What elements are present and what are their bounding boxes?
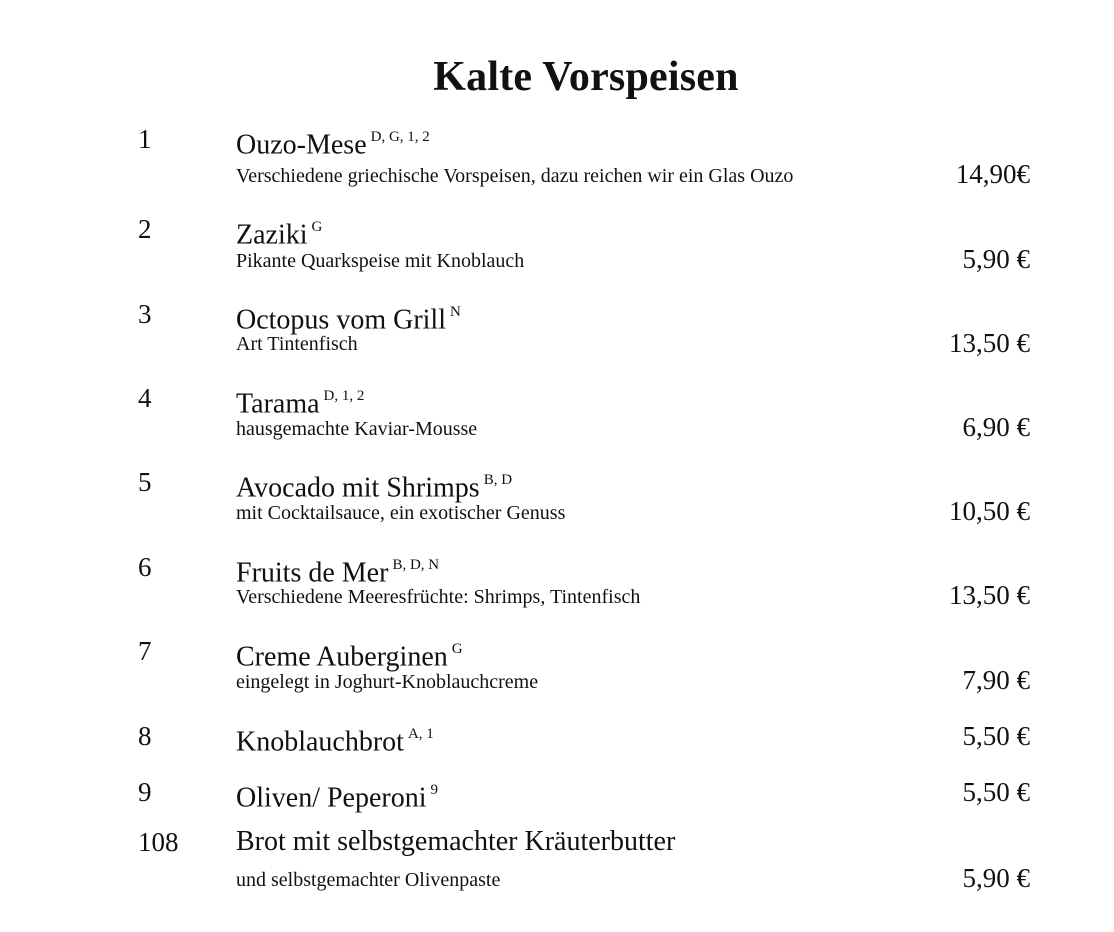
item-price: 5,90 € [962, 863, 1030, 893]
item-name-text: Brot mit selbstgemachter Kräuterbutter [236, 826, 676, 857]
item-description: mit Cocktailsauce, ein exotischer Genuss [236, 502, 566, 524]
item-name [236, 124, 430, 160]
item-name-text: Octopus vom Grill [236, 304, 446, 336]
item-description: und selbstgemachter Olivenpaste [236, 869, 501, 891]
item-price: 7,90 € [962, 665, 1030, 695]
item-name [236, 552, 439, 588]
item-description: Pikante Quarkspeise mit Knoblauch [236, 250, 525, 272]
item-price: 10,50 € [949, 496, 1030, 526]
page-title: Kalte Vorspeisen [433, 54, 739, 100]
allergen-codes: D, G, 1, 2 [370, 129, 430, 145]
item-number: 4 [138, 383, 152, 413]
item-price: 5,50 € [962, 777, 1030, 807]
allergen-codes: N [450, 304, 461, 320]
item-description: Verschiedene griechische Vorspeisen, dazu reichen wir ein Glas Ouzo [236, 165, 794, 187]
item-price: 5,50 € [962, 721, 1030, 751]
item-name [236, 636, 463, 672]
allergen-codes: 9 [430, 782, 439, 798]
item-name [236, 299, 461, 335]
item-name-text: Creme Auberginen [236, 641, 448, 673]
item-number: 7 [138, 636, 152, 666]
item-price: 6,90 € [962, 412, 1030, 442]
item-name [236, 214, 322, 250]
item-number: 2 [138, 214, 152, 244]
allergen-codes: D, 1, 2 [323, 388, 365, 404]
item-name-text: Knoblauchbrot [236, 726, 404, 758]
item-number: 9 [138, 777, 152, 807]
item-price: 13,50 € [949, 580, 1030, 610]
item-name-text: Oliven/ Peperoni [236, 782, 427, 814]
item-name [236, 777, 438, 813]
item-description: Verschiedene Meeresfrüchte: Shrimps, Tintenfisch [236, 586, 641, 608]
item-name-text: Ouzo-Mese [236, 129, 367, 161]
item-number: 6 [138, 552, 152, 582]
item-name [236, 467, 512, 503]
item-number: 3 [138, 299, 152, 329]
item-price: 14,90€ [955, 159, 1030, 189]
allergen-codes: A, 1 [407, 726, 434, 742]
item-name-text: Avocado mit Shrimps [236, 472, 480, 504]
allergen-codes: B, D [483, 472, 513, 488]
allergen-codes: G [451, 641, 463, 657]
item-description: hausgemachte Kaviar-Mousse [236, 418, 478, 440]
item-name-text: Tarama [236, 388, 320, 420]
item-number: 1 [138, 124, 152, 154]
item-number: 8 [138, 721, 152, 751]
item-name [236, 383, 364, 419]
item-number: 108 [138, 827, 179, 857]
item-name [236, 721, 434, 757]
item-price: 13,50 € [949, 328, 1030, 358]
item-description: eingelegt in Joghurt-Knoblauchcreme [236, 671, 539, 693]
item-name-text: Fruits de Mer [236, 557, 389, 589]
allergen-codes: G [311, 219, 323, 235]
item-name [236, 827, 675, 857]
item-description: Art Tintenfisch [236, 333, 358, 355]
allergen-codes: B, D, N [392, 557, 440, 573]
item-price: 5,90 € [962, 244, 1030, 274]
item-number: 5 [138, 467, 152, 497]
item-name-text: Zaziki [236, 219, 308, 251]
